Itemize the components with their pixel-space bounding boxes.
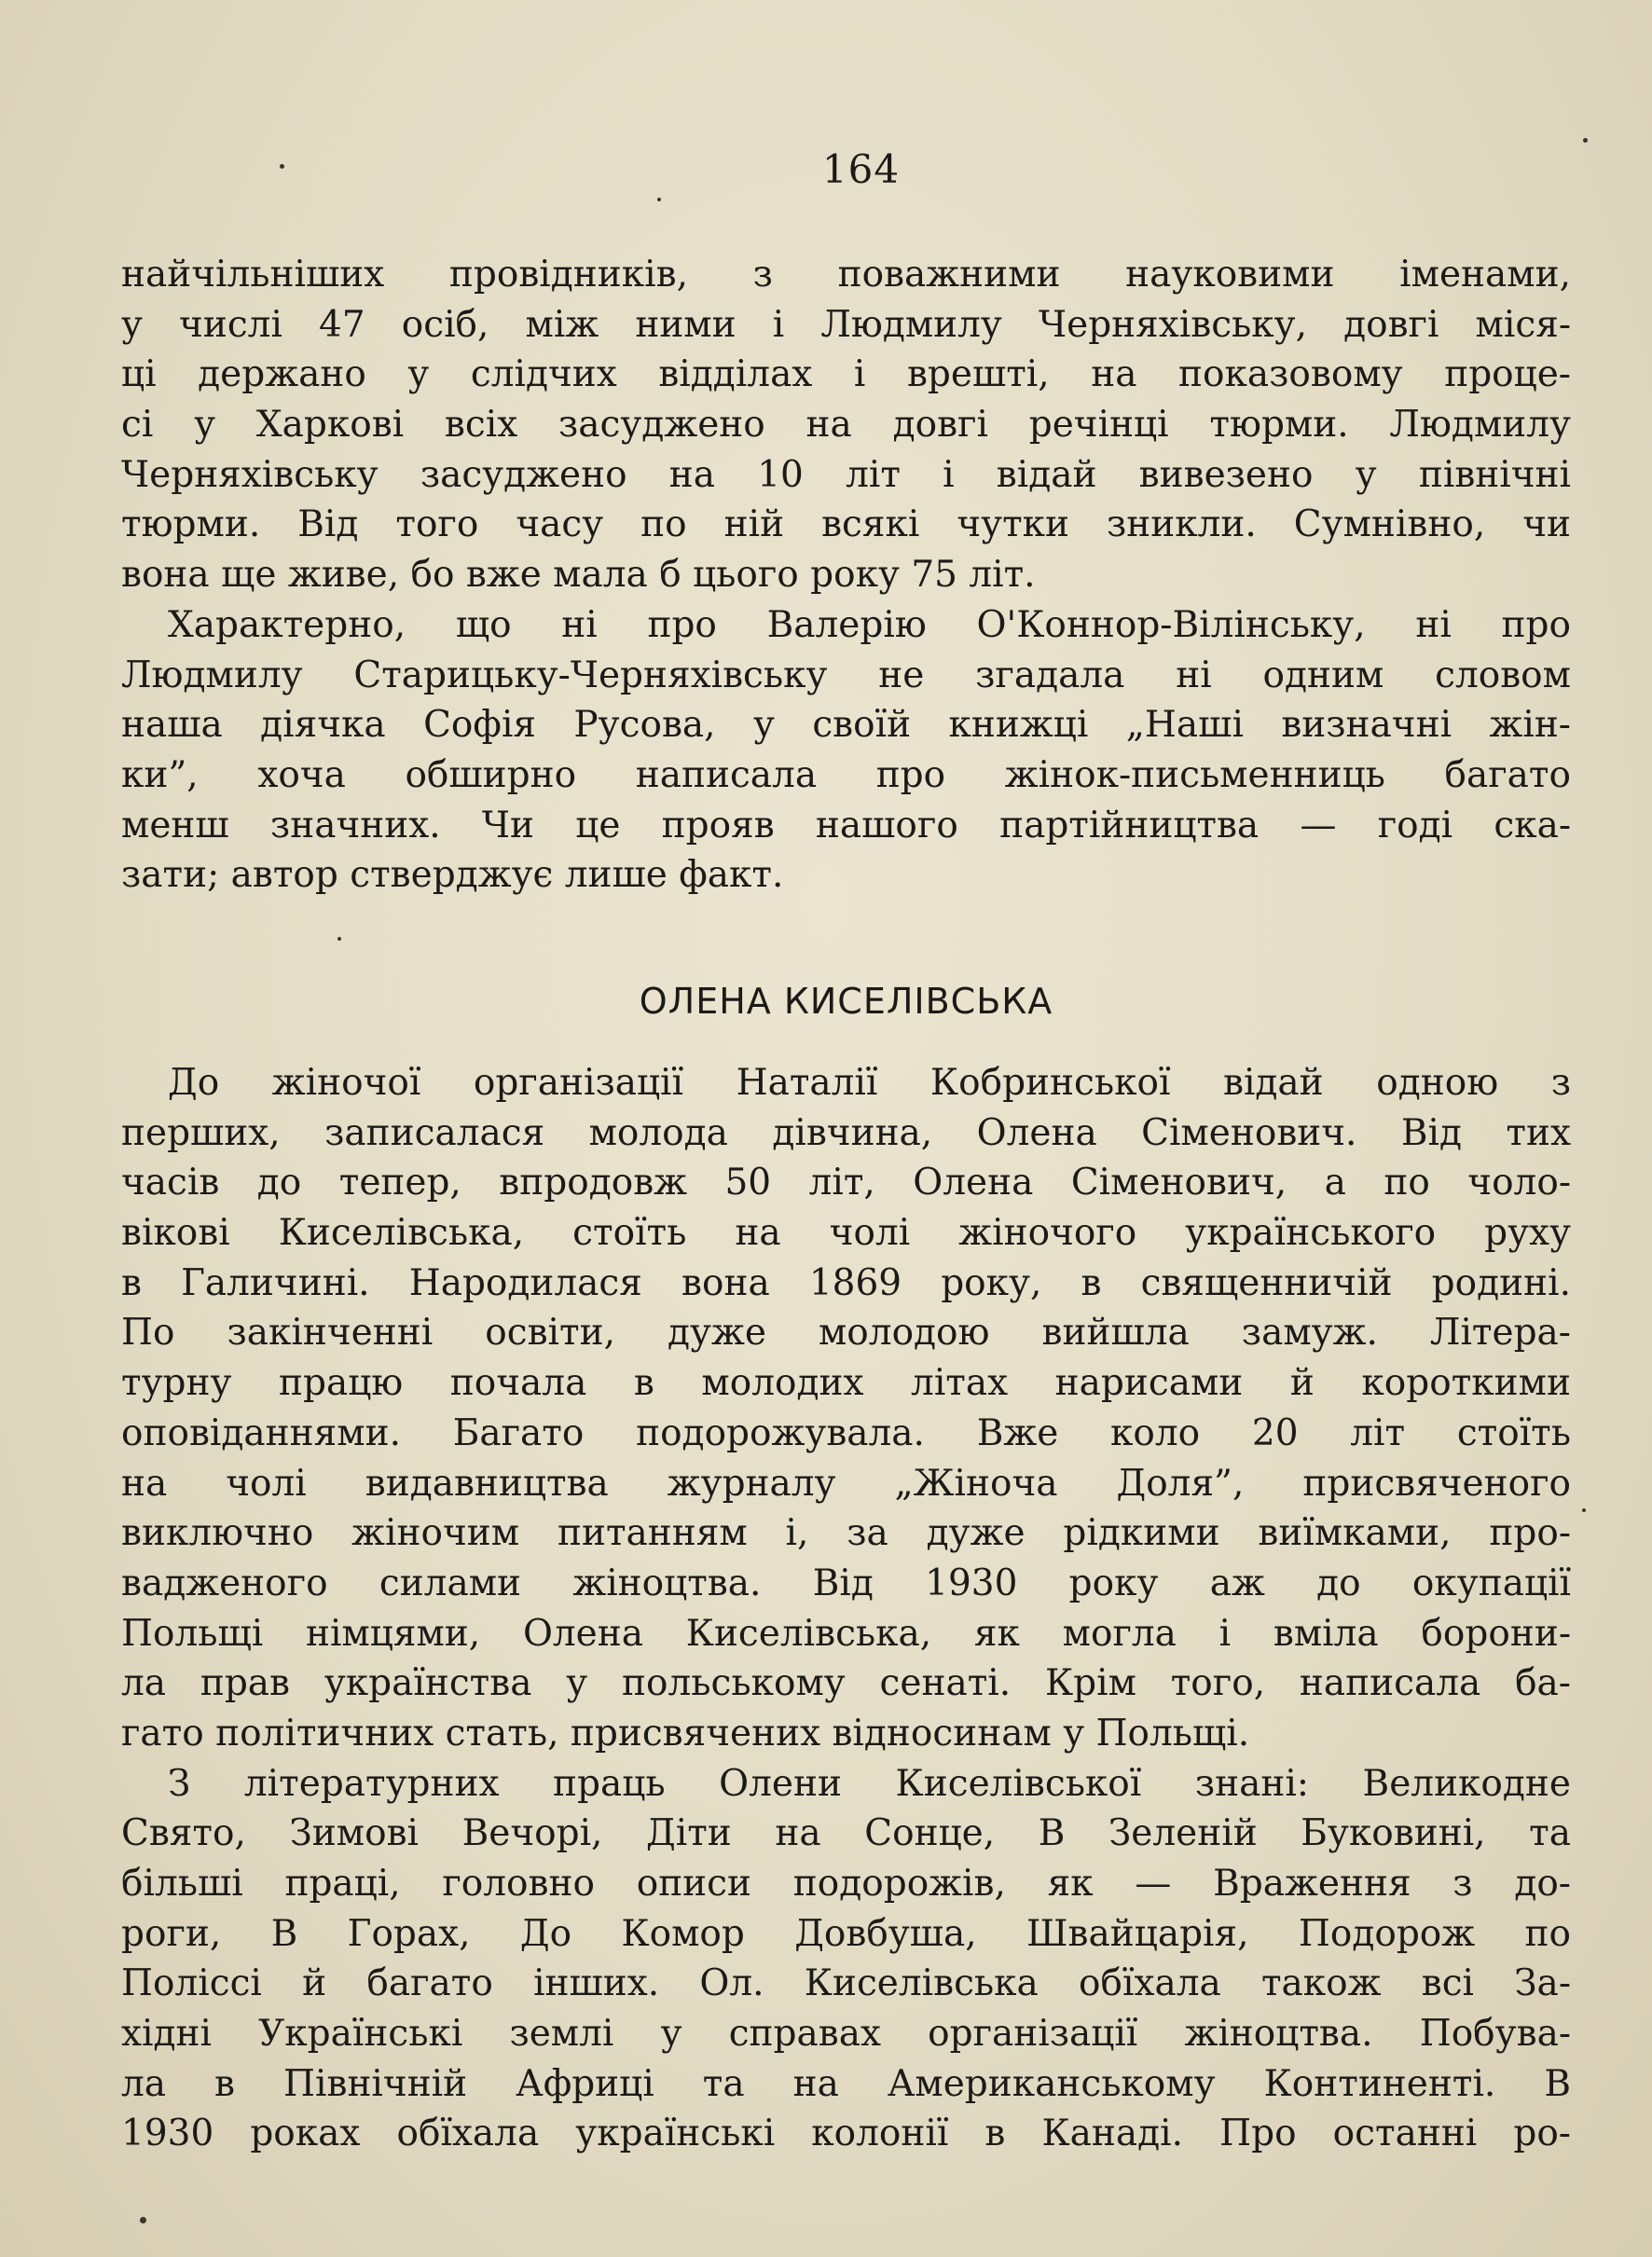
text-line: З літературних праць Олени Киселівської знані: Великодне (168, 1762, 1571, 1805)
text-line: ки”, хоча обширно написала про жінок-письменниць багато (121, 753, 1571, 796)
text-line: сі у Харкові всіх засуджено на довгі речінці тюрми. Людмилу (121, 404, 1571, 447)
paragraph (121, 600, 1571, 901)
text-line: Людмилу Старицьку-Черняхівську не згадала ні одним словом (121, 654, 1571, 696)
paragraph (121, 250, 1571, 600)
text-line: Характерно, що ні про Валерію О'Коннор-Вілінську, ні про (168, 603, 1571, 646)
text-line: хідні Українські землі у справах організації жіноцтва. Побува- (121, 2013, 1571, 2056)
text-line: По закінченні освіти, дуже молодою вийшла замуж. Літера- (121, 1312, 1571, 1355)
text-block-bottom (121, 1058, 1571, 2159)
text-line: тюрми. Від того часу по ній всякі чутки зникли. Сумнівно, чи (121, 503, 1571, 546)
print-speck (1583, 138, 1588, 143)
text-block-top (121, 250, 1571, 901)
text-line: оповіданнями. Багато подорожувала. Вже коло 20 літ стоїть (121, 1411, 1571, 1454)
section-heading: ОЛЕНА КИСЕЛІВСЬКА (639, 981, 1053, 1022)
text-line: Черняхівську засуджено на 10 літ і відай вивезено у північні (121, 453, 1571, 496)
text-line: До жіночої організації Наталії Кобринської відай одною з (168, 1062, 1571, 1104)
text-line: у числі 47 осіб, між ними і Людмилу Черняхівську, довгі міся- (121, 303, 1571, 346)
paragraph (121, 1058, 1571, 1759)
text-line: роги, В Горах, До Комор Довбуша, Швайцарія, Подорож по (121, 1912, 1571, 1955)
text-line: Поліссі й багато інших. Ол. Киселівська обїхала також всі За- (121, 1962, 1571, 2005)
text-line: турну працю почала в молодих літах нарисами й короткими (121, 1362, 1571, 1405)
text-line: на чолі видавництва журналу „Жіноча Доля”, присвяченого (121, 1462, 1571, 1505)
text-line: 1930 роках обїхала українські колонії в Канаді. Про останні ро- (121, 2112, 1571, 2155)
text-line: менш значних. Чи це прояв нашого партійництва — годі ска- (121, 804, 1571, 846)
text-line: вадженого силами жіноцтва. Від 1930 року аж до окупації (121, 1562, 1571, 1604)
text-line: гато політичних стать, присвячених відносинам у Польщі. (121, 1712, 1250, 1755)
text-line: найчільніших провідників, з поважними науковими іменами, (121, 254, 1571, 296)
page-number: 164 (821, 146, 901, 192)
print-speck (657, 198, 661, 201)
text-line: ла в Північній Африці та на Американському Континенті. В (121, 2062, 1571, 2105)
text-line: Свято, Зимові Вечорі, Діти на Сонце, В Зеленій Буковині, та (121, 1812, 1571, 1855)
text-line: більші праці, головно описи подорожів, як — Враження з до- (121, 1863, 1571, 1905)
text-line: Польщі німцями, Олена Киселівська, як могла і вміла борони- (121, 1612, 1571, 1655)
print-speck (1582, 1508, 1586, 1512)
text-line: зати; автор стверджує лише факт. (121, 854, 784, 897)
text-line: перших, записалася молода дівчина, Олена Сіменович. Від тих (121, 1111, 1571, 1154)
print-speck (280, 164, 284, 169)
text-line: в Галичині. Народилася вона 1869 року, в священничій родині. (121, 1261, 1571, 1304)
paragraph (121, 1759, 1571, 2160)
text-line: вона ще живе, бо вже мала б цього року 75 літ. (121, 554, 1036, 597)
print-speck (337, 937, 341, 941)
text-line: ла прав українства у польському сенаті. Крім того, написала ба- (121, 1662, 1571, 1705)
text-line: виключно жіночим питанням і, за дуже рідкими виїмками, про- (121, 1512, 1571, 1555)
print-speck (140, 2217, 146, 2223)
text-line: наша діячка Софія Русова, у своїй книжці „Наші визначні жін- (121, 704, 1571, 747)
text-line: часів до тепер, впродовж 50 літ, Олена Сіменович, а по чоло- (121, 1162, 1571, 1204)
text-line: вікові Киселівська, стоїть на чолі жіночого українського руху (121, 1212, 1571, 1255)
text-line: ці держано у слідчих відділах і врешті, на показовому проце- (121, 353, 1571, 396)
